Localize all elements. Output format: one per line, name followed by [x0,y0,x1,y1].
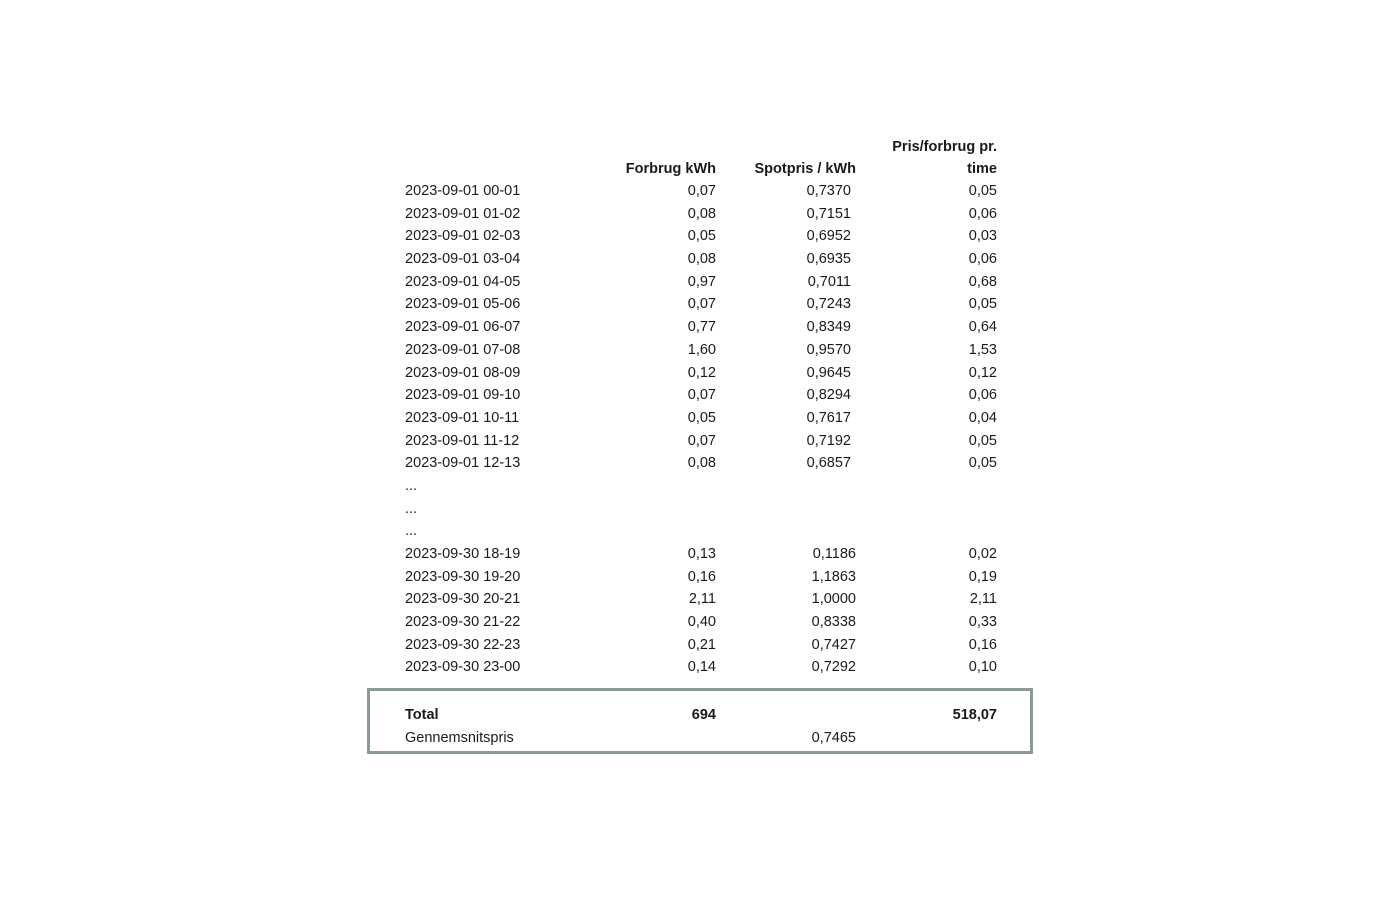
spot-price-cell: 0,7151 [806,205,851,222]
spot-price-cell: 1,1863 [811,568,856,585]
period-cell: 2023-09-30 22-23 [405,636,521,653]
cost-cell: 0,12 [968,364,997,381]
period-cell: 2023-09-01 10-11 [405,409,520,426]
period-cell: 2023-09-01 05-06 [405,296,521,313]
consumption-cell: 0,08 [687,455,716,472]
period-cell: 2023-09-01 07-08 [405,341,521,358]
period-cell: 2023-09-01 03-04 [405,251,521,268]
cost-cell: 0,16 [968,636,997,653]
cost-cell: 0,19 [968,568,997,585]
table-row [405,248,1005,271]
cost-cell: 0,05 [968,455,997,472]
table-body [405,180,1005,679]
cost-cell: 0,10 [968,659,997,676]
cost-cell: 0,06 [968,387,997,404]
period-cell: 2023-09-01 11-12 [405,432,520,449]
table-row [405,407,1005,430]
header-price-per-hour: Pris/forbrug pr. time [892,139,997,177]
ellipsis-row: ... [405,523,418,540]
consumption-cell: 1,60 [687,341,716,358]
average-price-value: 0,7465 [811,730,856,746]
consumption-cell: 0,97 [687,273,716,290]
period-cell: 2023-09-01 02-03 [405,228,521,245]
table-row [405,611,1005,634]
total-cost: 518,07 [952,707,997,723]
spot-price-cell: 0,7427 [811,636,856,653]
cost-cell: 1,53 [968,341,997,358]
table-row [405,225,1005,248]
cost-cell: 0,06 [968,205,997,222]
cost-cell: 0,06 [968,251,997,268]
table-row [405,293,1005,316]
table-row [405,634,1005,657]
period-cell: 2023-09-01 00-01 [405,183,521,199]
consumption-cell: 0,08 [687,205,716,222]
consumption-cell: 0,07 [687,183,716,199]
period-cell: 2023-09-30 23-00 [405,659,521,676]
table-row [405,203,1005,226]
consumption-cell: 0,21 [687,636,716,653]
spot-price-cell: 0,7011 [807,273,851,290]
period-cell: 2023-09-01 12-13 [405,455,521,472]
spot-price-cell: 0,8349 [806,319,851,336]
period-cell: 2023-09-30 21-22 [405,614,521,631]
spot-price-cell: 0,7192 [806,432,851,449]
table-row [405,566,1005,589]
table-row [405,656,1005,679]
average-price-label: Gennemsnitspris [405,730,514,746]
table-header [405,134,1005,180]
spot-price-cell: 0,1186 [812,546,856,562]
spot-price-cell: 0,8338 [811,614,856,631]
table-row [405,339,1005,362]
consumption-cell: 0,05 [687,409,716,426]
period-cell: 2023-09-01 09-10 [405,387,521,404]
table-row [405,362,1005,385]
spot-price-cell: 0,7617 [806,409,851,426]
consumption-cell: 0,40 [687,614,716,631]
ellipsis-row: ... [405,477,418,494]
period-cell: 2023-09-01 01-02 [405,205,521,222]
ellipsis-row: ... [405,500,418,517]
cost-cell: 0,03 [968,228,997,245]
spot-price-cell: 0,7243 [806,296,851,313]
spot-price-cell: 0,9570 [806,341,851,358]
cost-cell: 0,02 [968,546,997,562]
cost-cell: 0,05 [968,296,997,313]
cost-cell: 0,64 [968,319,997,336]
cost-cell: 0,04 [968,409,997,426]
cost-cell: 0,05 [968,183,997,199]
spot-price-cell: 0,7292 [811,659,856,676]
consumption-cell: 0,07 [687,387,716,404]
consumption-cell: 0,05 [687,228,716,245]
period-cell: 2023-09-01 04-05 [405,273,521,290]
summary-box [367,688,1033,754]
consumption-cell: 0,12 [687,364,716,381]
consumption-cell: 2,11 [688,591,716,608]
total-row [405,704,1005,726]
cost-cell: 2,11 [969,591,997,608]
table-row [405,543,1005,566]
period-cell: 2023-09-30 20-21 [405,591,521,608]
average-price-row [405,727,1005,749]
table-row [405,271,1005,294]
table-row [405,316,1005,339]
table-row [405,384,1005,407]
total-kwh: 694 [691,707,716,723]
consumption-cell: 0,07 [687,432,716,449]
spot-price-cell: 0,9645 [806,364,851,381]
consumption-cell: 0,16 [687,568,716,585]
table-row [405,180,1005,203]
consumption-cell: 0,14 [687,659,716,676]
consumption-cell: 0,07 [687,296,716,313]
cost-cell: 0,68 [968,273,997,290]
period-cell: 2023-09-30 19-20 [405,568,521,585]
header-consumption: Forbrug kWh [625,161,716,177]
consumption-cell: 0,13 [687,546,716,562]
spot-price-cell: 0,7370 [806,183,851,199]
cost-cell: 0,33 [968,614,997,631]
cost-cell: 0,05 [968,432,997,449]
period-cell: 2023-09-30 18-19 [405,546,521,562]
table-row [405,430,1005,453]
period-cell: 2023-09-01 08-09 [405,364,521,381]
spot-price-cell: 1,0000 [811,591,856,608]
period-cell: 2023-09-01 06-07 [405,319,521,336]
table-row [405,452,1005,475]
spot-price-cell: 0,8294 [806,387,851,404]
spot-price-cell: 0,6952 [806,228,851,245]
header-spot-price: Spotpris / kWh [754,161,856,177]
spot-price-cell: 0,6935 [806,251,851,268]
spot-price-cell: 0,6857 [806,455,851,472]
consumption-cell: 0,08 [687,251,716,268]
total-label: Total [405,707,439,723]
table-row [405,588,1005,611]
consumption-cell: 0,77 [687,319,716,336]
